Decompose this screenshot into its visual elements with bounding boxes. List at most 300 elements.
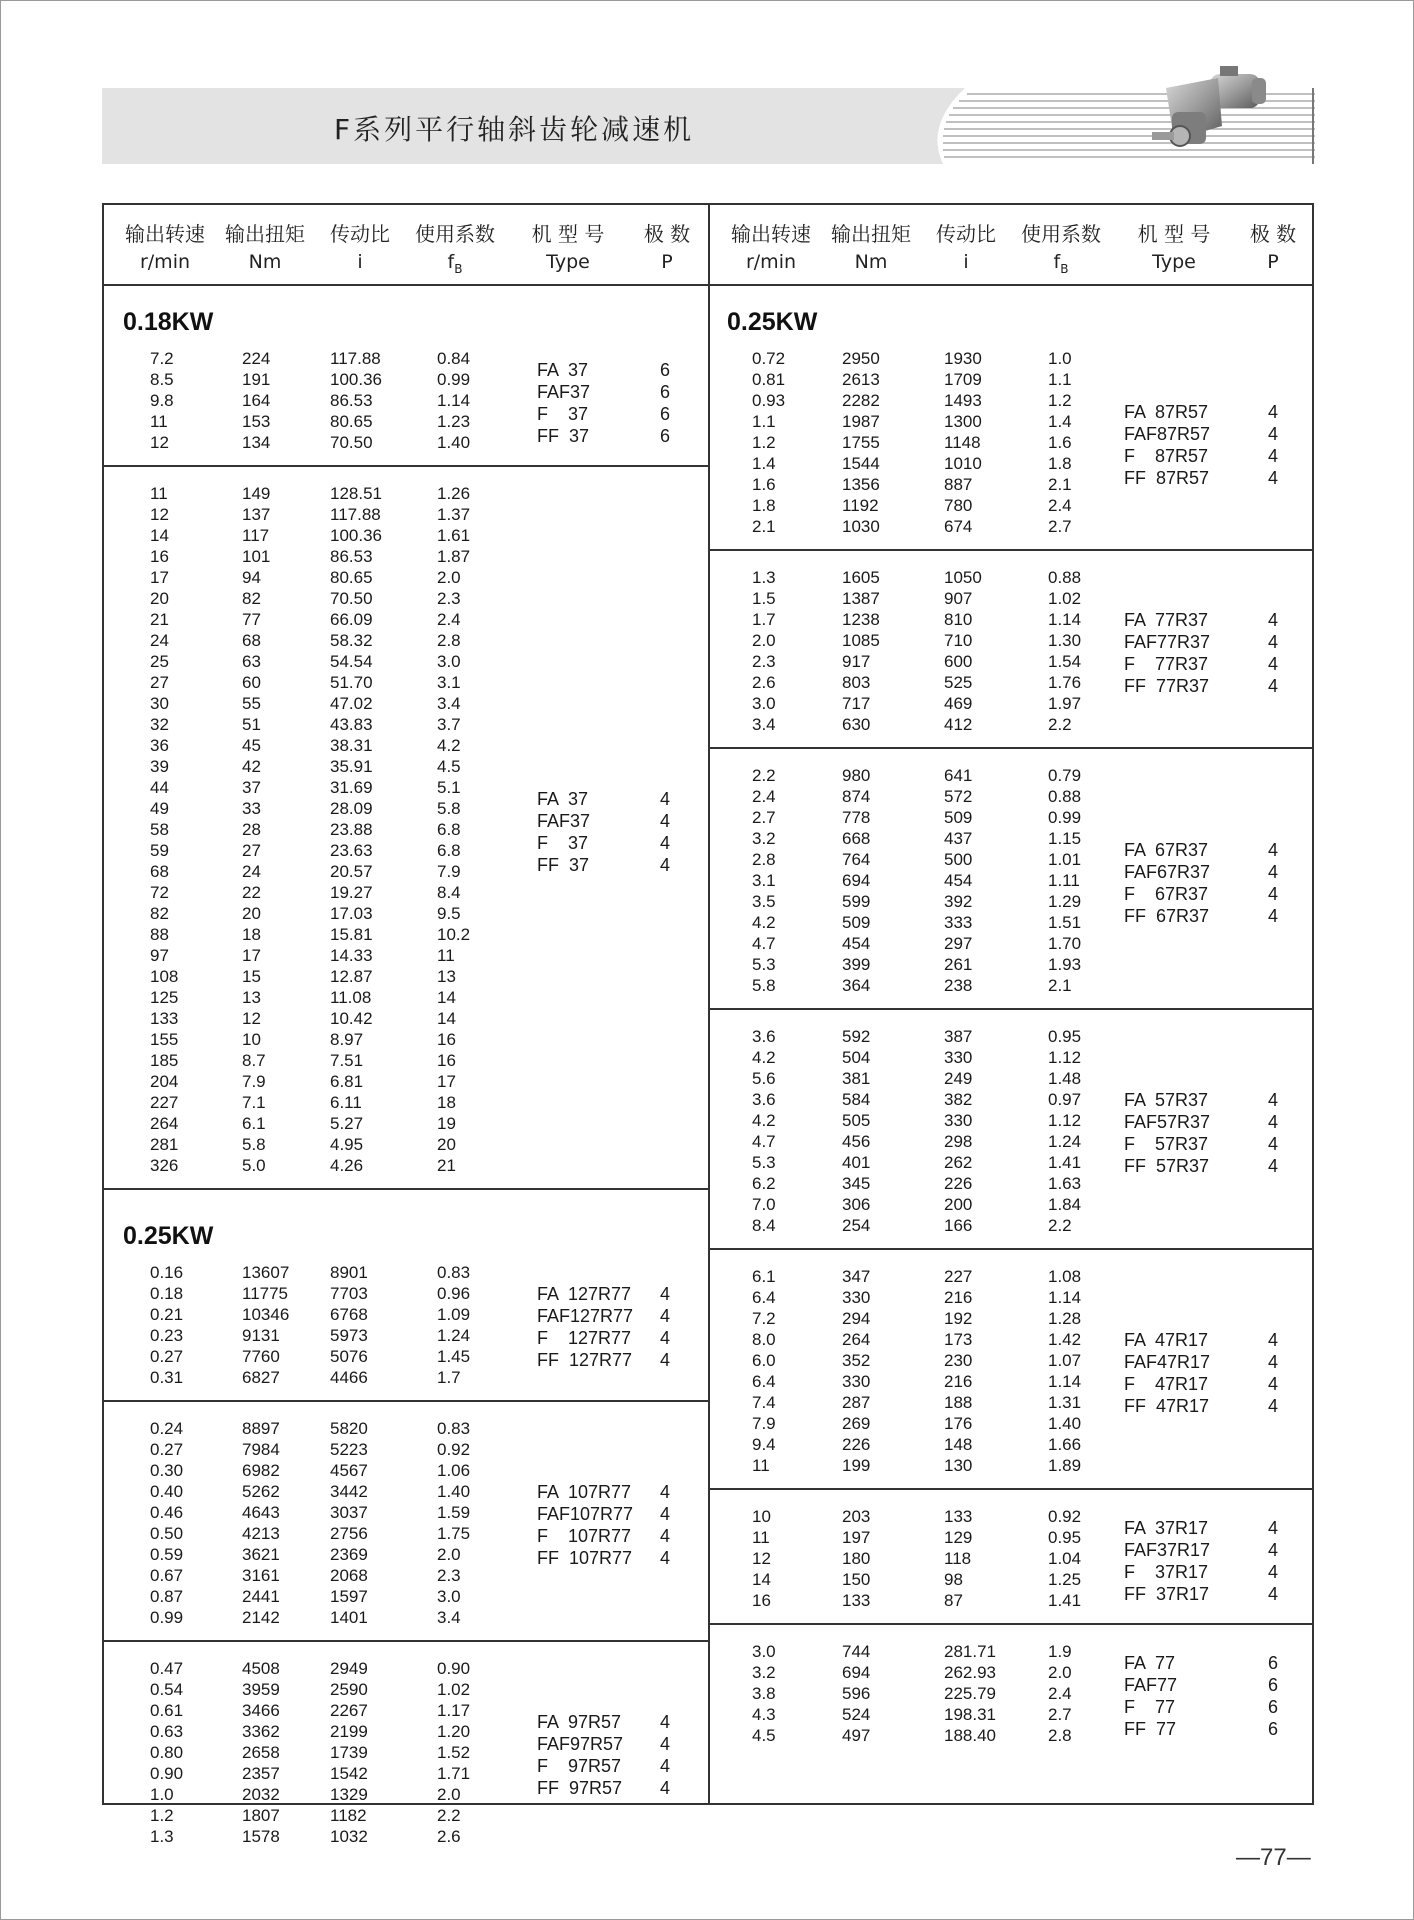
speed-value: 2.1 bbox=[752, 517, 776, 536]
speed-value: 20 bbox=[150, 589, 169, 608]
torque-value: 9131 bbox=[242, 1326, 280, 1345]
type-value: FF 77R37 bbox=[1124, 676, 1210, 696]
factor-value: 19 bbox=[437, 1114, 456, 1133]
speed-value: 1.7 bbox=[752, 610, 776, 629]
ratio-value: 3442 bbox=[330, 1482, 368, 1501]
ratio-value: 600 bbox=[944, 652, 973, 671]
torque-value: 2950 bbox=[842, 349, 880, 368]
ratio-value: 2199 bbox=[330, 1722, 368, 1741]
factor-value: 1.70 bbox=[1048, 934, 1082, 953]
speed-value: 0.21 bbox=[150, 1305, 184, 1324]
speed-value: 11 bbox=[150, 412, 168, 431]
speed-value: 4.5 bbox=[752, 1726, 776, 1745]
poles-value: 4 bbox=[1268, 632, 1279, 652]
type-value: F 37R17 bbox=[1124, 1561, 1209, 1582]
torque-value: 4508 bbox=[242, 1659, 280, 1678]
torque-value: 60 bbox=[242, 673, 261, 692]
poles-value: 4 bbox=[660, 1350, 671, 1370]
ratio-value: 437 bbox=[944, 829, 973, 848]
ratio-value: 6.11 bbox=[330, 1093, 362, 1112]
ratio-value: 1493 bbox=[944, 391, 982, 410]
factor-value: 0.92 bbox=[437, 1440, 471, 1459]
type-value: FF 97R57 bbox=[537, 1777, 623, 1798]
poles-value: 4 bbox=[660, 1548, 671, 1568]
speed-value: 3.0 bbox=[752, 694, 776, 713]
torque-value: 117 bbox=[242, 526, 270, 545]
factor-value: 20 bbox=[437, 1135, 456, 1154]
factor-value: 1.40 bbox=[1048, 1414, 1082, 1433]
torque-value: 27 bbox=[242, 841, 261, 860]
speed-value: 6.2 bbox=[752, 1174, 776, 1193]
type-value: FAF67R37 bbox=[1124, 861, 1211, 882]
page-number: —77— bbox=[1236, 1844, 1311, 1871]
speed-value: 68 bbox=[150, 862, 169, 881]
ratio-value: 43.83 bbox=[330, 715, 373, 734]
group-separator bbox=[102, 1640, 709, 1642]
torque-value: 1807 bbox=[242, 1806, 280, 1825]
factor-value: 1.93 bbox=[1048, 955, 1082, 974]
speed-value: 58 bbox=[150, 820, 169, 839]
torque-value: 744 bbox=[842, 1642, 871, 1661]
poles-value: 4 bbox=[1268, 1156, 1279, 1176]
torque-value: 1085 bbox=[842, 631, 880, 650]
speed-value: 6.4 bbox=[752, 1372, 776, 1391]
ratio-value: 1148 bbox=[944, 433, 981, 452]
torque-value: 401 bbox=[842, 1153, 871, 1172]
ratio-value: 281.71 bbox=[944, 1642, 996, 1661]
poles-value: 4 bbox=[1268, 1330, 1279, 1350]
torque-value: 2441 bbox=[242, 1587, 280, 1606]
torque-value: 5.8 bbox=[242, 1135, 266, 1154]
factor-value: 1.42 bbox=[1048, 1330, 1082, 1349]
speed-value: 8.4 bbox=[752, 1216, 776, 1235]
ratio-value: 1032 bbox=[330, 1827, 368, 1846]
ratio-value: 31.69 bbox=[330, 778, 373, 797]
torque-value: 18 bbox=[242, 925, 261, 944]
poles-value: 4 bbox=[1268, 1561, 1279, 1582]
speed-value: 155 bbox=[150, 1030, 179, 1049]
torque-value: 364 bbox=[842, 976, 871, 995]
speed-value: 125 bbox=[150, 988, 179, 1007]
ratio-value: 8901 bbox=[330, 1263, 368, 1282]
factor-value: 1.04 bbox=[1048, 1549, 1082, 1568]
torque-value: 24 bbox=[242, 862, 261, 881]
ratio-value: 87 bbox=[944, 1591, 963, 1610]
header-torque-unit-text: Nm bbox=[248, 251, 282, 273]
ratio-value: 387 bbox=[944, 1027, 973, 1046]
header-torque-label: 输出扭矩 bbox=[225, 222, 305, 246]
factor-value: 16 bbox=[437, 1030, 456, 1049]
factor-value: 0.88 bbox=[1048, 787, 1082, 806]
speed-value: 1.2 bbox=[150, 1806, 174, 1825]
type-value: FAF37 bbox=[537, 381, 591, 402]
factor-value: 1.7 bbox=[437, 1368, 461, 1387]
torque-value: 917 bbox=[842, 652, 871, 671]
type-value: FAF97R57 bbox=[537, 1733, 624, 1754]
ratio-value: 330 bbox=[944, 1048, 973, 1067]
speed-value: 0.30 bbox=[150, 1461, 184, 1480]
ratio-value: 176 bbox=[944, 1414, 973, 1433]
header-separator bbox=[102, 284, 1314, 286]
type-value: FAF107R77 bbox=[537, 1504, 634, 1524]
poles-value: 4 bbox=[660, 1733, 671, 1754]
factor-value: 2.0 bbox=[437, 568, 461, 587]
torque-value: 264 bbox=[842, 1330, 871, 1349]
speed-value: 4.7 bbox=[752, 1132, 776, 1151]
poles-value: 6 bbox=[1268, 1674, 1279, 1695]
ratio-value: 133 bbox=[944, 1507, 973, 1526]
ratio-value: 188 bbox=[944, 1393, 973, 1412]
torque-value: 2142 bbox=[242, 1608, 280, 1627]
ratio-value: 23.88 bbox=[330, 820, 373, 839]
speed-value: 36 bbox=[150, 736, 169, 755]
poles-value: 4 bbox=[1268, 883, 1279, 904]
type-value: F 97R57 bbox=[537, 1755, 622, 1776]
factor-value: 4.5 bbox=[437, 757, 461, 776]
torque-value: 3362 bbox=[242, 1722, 280, 1741]
torque-value: 330 bbox=[842, 1372, 871, 1391]
factor-value: 17 bbox=[437, 1072, 456, 1091]
poles-value: 4 bbox=[1268, 1517, 1279, 1538]
header-factor-unit-subscript: B bbox=[1060, 261, 1069, 276]
poles-value: 4 bbox=[1268, 905, 1279, 926]
type-value: F 87R57 bbox=[1124, 445, 1209, 466]
ratio-value: 810 bbox=[944, 610, 973, 629]
header-speed-label: 输出转速 bbox=[731, 222, 811, 246]
factor-value: 1.89 bbox=[1048, 1456, 1082, 1475]
factor-value: 1.97 bbox=[1048, 694, 1082, 713]
factor-value: 21 bbox=[437, 1156, 456, 1175]
speed-value: 0.16 bbox=[150, 1263, 184, 1282]
speed-value: 3.5 bbox=[752, 892, 776, 911]
type-value: FAF77 bbox=[1124, 1674, 1178, 1695]
factor-value: 1.4 bbox=[1048, 412, 1072, 431]
ratio-value: 5076 bbox=[330, 1347, 368, 1366]
speed-value: 9.8 bbox=[150, 391, 174, 410]
ratio-value: 333 bbox=[944, 913, 973, 932]
ratio-value: 28.09 bbox=[330, 799, 373, 818]
factor-value: 1.0 bbox=[1048, 349, 1072, 368]
torque-value: 17 bbox=[242, 946, 261, 965]
type-value: F 67R37 bbox=[1124, 883, 1209, 904]
ratio-value: 1930 bbox=[944, 349, 982, 368]
factor-value: 0.97 bbox=[1048, 1090, 1082, 1109]
factor-value: 0.79 bbox=[1048, 766, 1082, 785]
factor-value: 1.12 bbox=[1048, 1111, 1082, 1130]
torque-value: 7760 bbox=[242, 1347, 280, 1366]
speed-value: 8.0 bbox=[752, 1330, 776, 1349]
ratio-value: 5820 bbox=[330, 1419, 368, 1438]
speed-value: 2.7 bbox=[752, 808, 776, 827]
ratio-value: 674 bbox=[944, 517, 973, 536]
factor-value: 1.29 bbox=[1048, 892, 1082, 911]
ratio-value: 128.51 bbox=[330, 484, 382, 503]
factor-value: 2.7 bbox=[1048, 1705, 1072, 1724]
ratio-value: 198.31 bbox=[944, 1705, 996, 1724]
power-rating-label: 0.25KW bbox=[727, 308, 818, 336]
factor-value: 2.8 bbox=[437, 631, 461, 650]
speed-value: 2.3 bbox=[752, 652, 776, 671]
torque-value: 3959 bbox=[242, 1680, 280, 1699]
ratio-value: 130 bbox=[944, 1456, 973, 1475]
factor-value: 3.4 bbox=[437, 1608, 461, 1627]
torque-value: 149 bbox=[242, 484, 271, 503]
speed-value: 5.3 bbox=[752, 1153, 776, 1172]
poles-value: 4 bbox=[1268, 676, 1279, 696]
ratio-value: 98 bbox=[944, 1570, 963, 1589]
group-separator bbox=[102, 465, 709, 467]
torque-value: 980 bbox=[842, 766, 871, 785]
factor-value: 1.84 bbox=[1048, 1195, 1082, 1214]
factor-value: 1.23 bbox=[437, 412, 471, 431]
torque-value: 2357 bbox=[242, 1764, 280, 1783]
factor-value: 0.99 bbox=[437, 370, 471, 389]
ratio-value: 572 bbox=[944, 787, 973, 806]
speed-value: 11 bbox=[752, 1528, 770, 1547]
torque-value: 5262 bbox=[242, 1482, 280, 1501]
ratio-value: 129 bbox=[944, 1528, 973, 1547]
speed-value: 0.27 bbox=[150, 1440, 184, 1459]
type-value: FF 77 bbox=[1124, 1718, 1177, 1739]
poles-value: 4 bbox=[1268, 1090, 1279, 1110]
torque-value: 803 bbox=[842, 673, 871, 692]
factor-value: 1.12 bbox=[1048, 1048, 1082, 1067]
poles-value: 4 bbox=[1268, 1396, 1279, 1416]
speed-value: 2.6 bbox=[752, 673, 776, 692]
type-value: FA 37 bbox=[537, 359, 589, 380]
factor-value: 2.4 bbox=[437, 610, 461, 629]
speed-value: 21 bbox=[150, 610, 169, 629]
factor-value: 3.1 bbox=[437, 673, 461, 692]
ratio-value: 5.27 bbox=[330, 1114, 364, 1133]
factor-value: 1.31 bbox=[1048, 1393, 1082, 1412]
factor-value: 1.02 bbox=[1048, 589, 1082, 608]
factor-value: 1.37 bbox=[437, 505, 471, 524]
speed-value: 281 bbox=[150, 1135, 179, 1154]
factor-value: 2.0 bbox=[437, 1785, 461, 1804]
torque-value: 3621 bbox=[242, 1545, 280, 1564]
header-factor-label: 使用系数 bbox=[1021, 222, 1101, 246]
speed-value: 1.5 bbox=[752, 589, 776, 608]
torque-value: 778 bbox=[842, 808, 871, 827]
group-separator bbox=[709, 1488, 1314, 1490]
torque-value: 199 bbox=[842, 1456, 871, 1475]
factor-value: 2.3 bbox=[437, 589, 461, 608]
torque-value: 22 bbox=[242, 883, 261, 902]
speed-value: 2.4 bbox=[752, 787, 776, 806]
ratio-value: 54.54 bbox=[330, 652, 373, 671]
header-poles-unit bbox=[607, 251, 727, 273]
poles-value: 4 bbox=[1268, 839, 1279, 860]
factor-value: 1.59 bbox=[437, 1503, 471, 1522]
torque-value: 399 bbox=[842, 955, 871, 974]
speed-value: 97 bbox=[150, 946, 169, 965]
poles-value: 4 bbox=[1268, 467, 1279, 488]
torque-value: 12 bbox=[242, 1009, 261, 1028]
ratio-value: 118 bbox=[944, 1549, 972, 1568]
ratio-value: 780 bbox=[944, 496, 973, 515]
factor-value: 6.8 bbox=[437, 820, 461, 839]
factor-value: 3.4 bbox=[437, 694, 461, 713]
factor-value: 8.4 bbox=[437, 883, 461, 902]
factor-value: 2.0 bbox=[1048, 1663, 1072, 1682]
torque-value: 306 bbox=[842, 1195, 871, 1214]
speed-value: 0.18 bbox=[150, 1284, 184, 1303]
ratio-value: 100.36 bbox=[330, 370, 382, 389]
factor-value: 1.01 bbox=[1048, 850, 1082, 869]
ratio-value: 192 bbox=[944, 1309, 973, 1328]
torque-value: 505 bbox=[842, 1111, 871, 1130]
poles-value: 4 bbox=[1268, 1112, 1279, 1132]
torque-value: 764 bbox=[842, 850, 871, 869]
ratio-value: 11.08 bbox=[330, 988, 372, 1007]
speed-value: 264 bbox=[150, 1114, 179, 1133]
speed-value: 0.59 bbox=[150, 1545, 184, 1564]
torque-value: 63 bbox=[242, 652, 261, 671]
speed-value: 32 bbox=[150, 715, 169, 734]
factor-value: 2.3 bbox=[437, 1566, 461, 1585]
speed-value: 3.8 bbox=[752, 1684, 776, 1703]
speed-value: 326 bbox=[150, 1156, 179, 1175]
header-ratio-unit-text: i bbox=[963, 251, 969, 273]
speed-value: 4.7 bbox=[752, 934, 776, 953]
factor-value: 1.30 bbox=[1048, 631, 1082, 650]
torque-value: 630 bbox=[842, 715, 871, 734]
ratio-value: 330 bbox=[944, 1111, 973, 1130]
ratio-value: 262 bbox=[944, 1153, 973, 1172]
ratio-value: 23.63 bbox=[330, 841, 373, 860]
torque-value: 596 bbox=[842, 1684, 871, 1703]
speed-value: 25 bbox=[150, 652, 169, 671]
speed-value: 88 bbox=[150, 925, 169, 944]
poles-value: 6 bbox=[660, 425, 671, 446]
torque-value: 5.0 bbox=[242, 1156, 266, 1175]
gear-motor-icon bbox=[1148, 64, 1276, 156]
torque-value: 197 bbox=[842, 1528, 871, 1547]
factor-value: 1.1 bbox=[1048, 370, 1072, 389]
speed-value: 12 bbox=[150, 433, 169, 452]
speed-value: 30 bbox=[150, 694, 169, 713]
speed-value: 0.27 bbox=[150, 1347, 184, 1366]
ratio-value: 227 bbox=[944, 1267, 973, 1286]
header-torque-label: 输出扭矩 bbox=[831, 222, 911, 246]
speed-value: 1.3 bbox=[150, 1827, 174, 1846]
speed-value: 6.4 bbox=[752, 1288, 776, 1307]
factor-value: 1.9 bbox=[1048, 1642, 1072, 1661]
poles-value: 4 bbox=[1268, 401, 1279, 422]
speed-value: 0.67 bbox=[150, 1566, 184, 1585]
ratio-value: 86.53 bbox=[330, 391, 373, 410]
factor-value: 1.41 bbox=[1048, 1591, 1082, 1610]
torque-value: 42 bbox=[242, 757, 261, 776]
poles-value: 6 bbox=[1268, 1652, 1279, 1673]
ratio-value: 14.33 bbox=[330, 946, 373, 965]
type-value: FA 47R17 bbox=[1124, 1330, 1209, 1350]
factor-value: 2.1 bbox=[1048, 475, 1072, 494]
factor-value: 2.0 bbox=[437, 1545, 461, 1564]
ratio-value: 47.02 bbox=[330, 694, 373, 713]
torque-value: 1192 bbox=[842, 496, 879, 515]
speed-value: 0.24 bbox=[150, 1419, 184, 1438]
speed-value: 24 bbox=[150, 631, 169, 650]
factor-value: 1.14 bbox=[1048, 1372, 1082, 1391]
poles-value: 4 bbox=[1268, 654, 1279, 674]
speed-value: 2.8 bbox=[752, 850, 776, 869]
ratio-value: 7703 bbox=[330, 1284, 368, 1303]
torque-value: 2613 bbox=[842, 370, 880, 389]
speed-value: 7.2 bbox=[150, 349, 174, 368]
ratio-value: 4567 bbox=[330, 1461, 368, 1480]
factor-value: 3.0 bbox=[437, 1587, 461, 1606]
torque-value: 497 bbox=[842, 1726, 871, 1745]
torque-value: 1387 bbox=[842, 589, 880, 608]
ratio-value: 412 bbox=[944, 715, 973, 734]
header-speed-unit-text: r/min bbox=[745, 251, 797, 273]
ratio-value: 80.65 bbox=[330, 568, 373, 587]
torque-value: 874 bbox=[842, 787, 871, 806]
type-value: FAF127R77 bbox=[537, 1306, 634, 1326]
ratio-value: 6768 bbox=[330, 1305, 368, 1324]
factor-value: 1.45 bbox=[437, 1347, 471, 1366]
factor-value: 2.8 bbox=[1048, 1726, 1072, 1745]
ratio-value: 1542 bbox=[330, 1764, 368, 1783]
type-value: FAF87R57 bbox=[1124, 423, 1211, 444]
torque-value: 13 bbox=[242, 988, 261, 1007]
ratio-value: 1709 bbox=[944, 370, 982, 389]
ratio-value: 226 bbox=[944, 1174, 973, 1193]
ratio-value: 166 bbox=[944, 1216, 973, 1235]
torque-value: 33 bbox=[242, 799, 261, 818]
header-factor-unit-subscript: B bbox=[454, 261, 463, 276]
ratio-value: 710 bbox=[944, 631, 973, 650]
speed-value: 14 bbox=[752, 1570, 771, 1589]
header-type-unit-text: Type bbox=[546, 251, 590, 273]
speed-value: 0.63 bbox=[150, 1722, 184, 1741]
speed-value: 59 bbox=[150, 841, 169, 860]
speed-value: 7.0 bbox=[752, 1195, 776, 1214]
ratio-value: 12.87 bbox=[330, 967, 373, 986]
ratio-value: 1182 bbox=[330, 1806, 367, 1825]
column-divider bbox=[708, 203, 710, 1805]
torque-value: 592 bbox=[842, 1027, 871, 1046]
torque-value: 6827 bbox=[242, 1368, 280, 1387]
factor-value: 0.83 bbox=[437, 1263, 471, 1282]
type-value: FF 107R77 bbox=[537, 1548, 633, 1568]
torque-value: 164 bbox=[242, 391, 271, 410]
poles-value: 4 bbox=[1268, 1539, 1279, 1560]
ratio-value: 10.42 bbox=[330, 1009, 373, 1028]
factor-value: 1.11 bbox=[1048, 871, 1080, 890]
type-value: FA 97R57 bbox=[537, 1711, 622, 1732]
poles-value: 4 bbox=[660, 854, 671, 875]
factor-value: 2.2 bbox=[1048, 1216, 1072, 1235]
ratio-value: 4466 bbox=[330, 1368, 368, 1387]
factor-value: 1.87 bbox=[437, 547, 471, 566]
type-value: FA 77 bbox=[1124, 1652, 1176, 1673]
poles-value: 4 bbox=[1268, 1583, 1279, 1604]
torque-value: 37 bbox=[242, 778, 261, 797]
header-type-unit-text: Type bbox=[1152, 251, 1196, 273]
ratio-value: 1300 bbox=[944, 412, 982, 431]
ratio-value: 454 bbox=[944, 871, 973, 890]
ratio-value: 1739 bbox=[330, 1743, 368, 1762]
torque-value: 77 bbox=[242, 610, 261, 629]
speed-value: 185 bbox=[150, 1051, 179, 1070]
type-value: FA 67R37 bbox=[1124, 839, 1209, 860]
factor-value: 1.28 bbox=[1048, 1309, 1082, 1328]
torque-value: 10 bbox=[242, 1030, 261, 1049]
ratio-value: 7.51 bbox=[330, 1051, 364, 1070]
